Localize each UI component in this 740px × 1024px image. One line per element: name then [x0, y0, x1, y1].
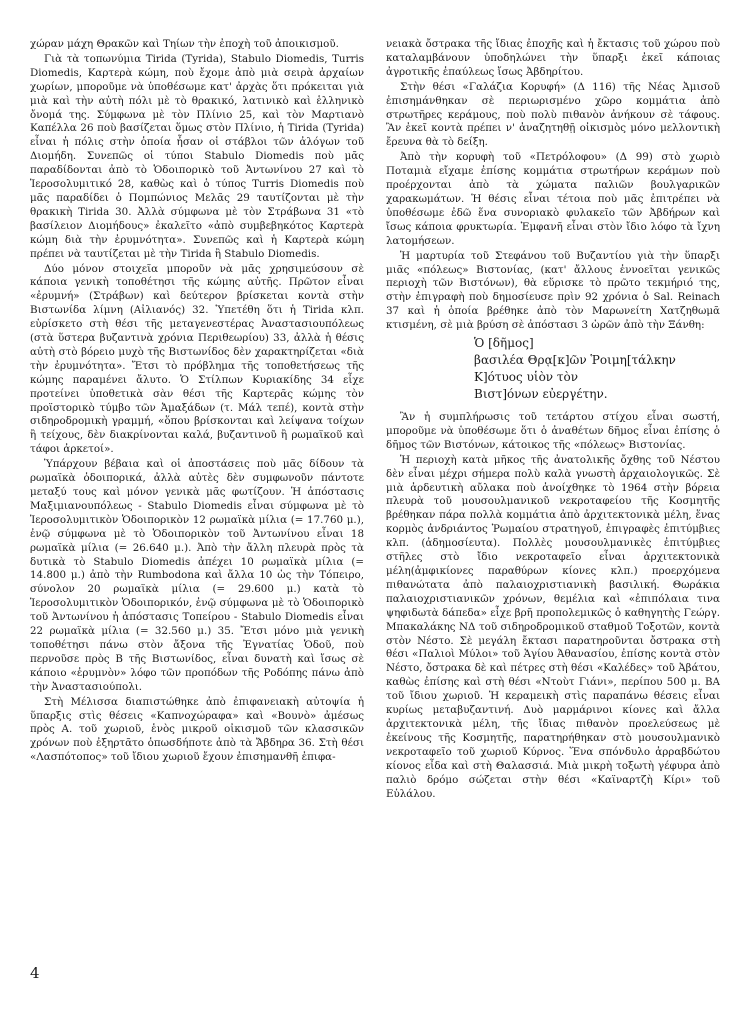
paragraph: Γιὰ τὰ τοπωνύμια Tirida (Tyrida), Stabulo Diomedis, Turris Diomedis, Καρτερὰ κώμη, ποὺ ἔχομε ἀπὸ μιὰ σειρὰ ἀρχαίων χωρίων, μποροῦμε νὰ ὑποθέσωμε κατ' ἀρχὰς ὅτι πρόκειται γιὰ μιὰ καὶ τὴν αὐτὴ πόλι μὲ τὸ θρακικό, λατινικὸ καὶ ἑλληνικὸ ὄνομά της. Σύμφωνα μὲ τὸν Πλίνιο 25, καὶ τὸν Μαρτιανὸ Καπέλλα 26 ποὺ βασίζεται ὅμως στὸν Πλίνιο, ἡ Tirida (Tyrida) εἶναι ἡ πόλις στὴν ὁποία ἦσαν οἱ στάβλοι τῶν ἀλόγων τοῦ Διομήδη. Συνεπῶς οἱ τύποι Stabulo Diomedis ποὺ μᾶς παραδίδονται ἀπὸ τὸ Ὁδοιπορικὸ τοῦ Ἀντωνίνου 27 καὶ τὸ Ἱεροσολυμιτικό 28, καθὼς καὶ ὁ τύπος Turris Diomedis ποὺ μᾶς παραδίδει ὁ Πομπώνιος Μελᾶς 29 ταυτίζονται μὲ τὴν θρακικὴ Tirida 30. Ἀλλὰ σύμφωνα μὲ τὸν Στράβωνα 31 «τὸ βασίλειον Διομήδους» ἐκαλεῖτο «ἀπὸ συμβεβηκότος Καρτερὰ κώμη διὰ τὴν ἐρυμνότητα». Συνεπῶς καὶ ἡ Καρτερὰ κώμη πρέπει νὰ ταυτίζεται μὲ τὴν Tirida ἢ Stabulo Diomedis. [30, 52, 364, 260]
paragraph: Ἡ περιοχὴ κατὰ μῆκος τῆς ἀνατολικῆς ὄχθης τοῦ Νέστου δὲν εἶναι μέχρι σήμερα πολὺ καλὰ γνωστὴ ἀρχαιολογικῶς. Σὲ μιὰ ἀρδευτικὴ αὔλακα ποὺ ἀνοίχθηκε τὸ 1964 στὴν βόρεια πλευρὰ τοῦ μουσουλμανικοῦ νεκροταφείου τῆς Κοσμητῆς βρέθηκαν πάρα πολλὰ κομμάτια ἀπὸ ἀρχιτεκτονικὰ μέλη, ἕνας κορμὸς ἀνδριάντος Ῥωμαίου στρατηγοῦ, ἐπιγραφὲς ἐπιτύμβιες κλπ. (ἀδημοσίευτα). Πολλὲς μουσουλμανικὲς ἐπιτύμβιες στῆλες στὸ ἴδιο νεκροταφεῖο εἶναι ἀρχιτεκτονικὰ μέλη(ἀμφικίονες παραθύρων κίονες κλπ.) προερχόμενα πιθανώτατα ἀπὸ παλαιοχριστιανικὴ βασιλική. Θωράκια παλαιοχριστιανικῶν χρόνων, θεμέλια καὶ «ἐπιπόλαια τινα ψηφιδωτὰ δάπεδα» εἶχε βρῆ προπολεμικῶς ὁ καθηγητὴς Γεώργ. Μπακαλάκης ΝΔ τοῦ σιδηροδρομικοῦ σταθμοῦ Τοξοτῶν, κοντὰ στὸν Νέστο. Σὲ μεγάλη ἔκτασι παρατηροῦνται ὄστρακα στὴ θέσι «Παλιοὶ Μύλοι» τοῦ Ἁγίου Ἀθανασίου, ἐπίσης κοντὰ στὸν Νέστο, ὄστρακα δὲ καὶ πέτρες στὴ θέσι «Καλέδες» τοῦ Ἀβάτου, καθὼς ἐπίσης καὶ στὴ θέσι «Ντοὺτ Γιάνι», περίπου 500 μ. ΒΑ τοῦ ἴδιου χωριοῦ. Ἡ κεραμεικὴ στὶς παραπάνω θέσεις εἶναι κυρίως μεταβυζαντινή. Δυὸ μαρμάρινοι κίονες καὶ ἄλλα ἀρχιτεκτονικὰ μέλη, τῆς ἴδιας πιθανὸν προελεύσεως μὲ ἐκείνους τῆς Κοσμητῆς, παρατηρήθηκαν στὸ μουσουλμανικὸ νεκροταφεῖο τοῦ χωριοῦ Κύρνος. Ἕνα σπόνδυλο ἀρραβδώτου κίονος εἶδα καὶ στὴ Θαλασσιά. Μιὰ μικρὴ τοξωτὴ γέφυρα ἀπὸ παλιὸ δρόμο σώζεται στὴν θέσι «Καϊναρτζὴ Κίρι» τοῦ Εὐλάλου. [386, 453, 720, 800]
paragraph: χώραν μάχη Θρακῶν καὶ Τηίων τὴν ἐποχὴ τοῦ ἀποικισμοῦ. [30, 38, 339, 50]
page-body [30, 38, 720, 958]
paragraph: Ἂν ἡ συμπλήρωσις τοῦ τετάρτου στίχου εἶναι σωστή, μποροῦμε νὰ ὑποθέσωμε ὅτι ὁ ἀναθέτων δῆμος εἶναι ἐπίσης ὁ δῆμος τῶν Βιστόνων, κάτοικος τῆς «πόλεως» Βιστονίας. [386, 411, 720, 451]
page-number: 4 [30, 964, 40, 982]
inscription-line: βασιλέα Θρᾳ[κ]ῶν Ῥοιμη[τάλκην [474, 353, 676, 368]
inscription [474, 335, 720, 403]
inscription-line: Ὁ [δῆμος] [474, 336, 534, 351]
inscription-line: Κ]ότυος υἱὸν τὸν [474, 370, 579, 385]
paragraph: Ἡ μαρτυρία τοῦ Στεφάνου τοῦ Βυζαντίου γιὰ τὴν ὕπαρξι μιᾶς «πόλεως» Βιστονίας, (κατ' ἄλλους ἐννοεῖται γενικῶς περιοχὴ τῶν Βιστόνων), θὰ εὕρισκε τὸ πρῶτο τεκμήριό της, στὴν ἐπιγραφὴ ποὺ δημοσίευσε πρὶν 92 χρόνια ὁ Sal. Reinach 37 καὶ ἡ ὁποία βρέθηκε ἀπὸ τὸν Μαρωνείτη Χατζηθωμᾶ κτισμένη, σὲ μιὰ βρύση σὲ ἀπόστασι 3 ὡρῶν ἀπὸ τὴν Ξάνθη: [386, 249, 720, 332]
paragraph: Στὴ Μέλισσα διαπιστώθηκε ἀπὸ ἐπιφανειακὴ αὐτοψία ἡ ὕπαρξις στὶς θέσεις «Καπνοχώραφα» καὶ «Βουνὸ» ἀμέσως πρὸς Α. τοῦ χωριοῦ, ἑνὸς μικροῦ οἰκισμοῦ τῶν κλασσικῶν χρόνων ποὺ ἐξηρτᾶτο ὁπωσδήποτε ἀπὸ τὰ Ἄβδηρα 36. Στὴ θέσι «Λασπότοπος» τοῦ ἴδιου χωριοῦ ἔχουν ἐπισημανθῆ ἐπιφα- [30, 695, 364, 764]
paragraph: Στὴν θέσι «Γαλάζια Κορυφή» (Δ 116) τῆς Νέας Ἀμισοῦ ἐπισημάνθηκαν σὲ περιωρισμένο χῶρο κομμάτια ἀπὸ στρωτῆρες κεράμους, ποὺ πολὺ πιθανὸν ἀνήκουν σὲ τάφους. Ἂν ἐκεῖ κοντὰ πρέπει ν' ἀναζητηθῇ οἰκισμὸς μόνο μελλοντικὴ ἔρευνα θὰ τὸ δείξη. [386, 80, 720, 149]
paragraph: Δύο μόνον στοιχεῖα μποροῦν νὰ μᾶς χρησιμεύσουν σὲ κάποια γενικὴ τοποθέτησι τῆς κώμης αὐτῆς. Πρῶτον εἶναι «ἐρυμνή» (Στράβων) καὶ δεύτερον βρίσκεται κοντὰ στὴν Βιστωνίδα λίμνη (Αἰλιανός) 32. Ὑπετέθη ὅτι ἡ Tirida κλπ. εὑρίσκετο στὴ θέσι τῆς μεταγενεστέρας Ἀναστασιουπόλεως (στὰ ὕστερα βυζαντινὰ χρόνια Περιθεωρίου) 33, ἀλλὰ ἡ θέσις αὐτὴ στὸ βόρειο μυχὸ τῆς Βιστωνίδος δὲν χαρακτηρίζεται «διὰ τὴν ἐρυμνότητα». Ἔτσι τὸ πρόβλημα τῆς τοποθετήσεως τῆς κώμης παραμένει ἄλυτο. Ὁ Στίλπων Κυριακίδης 34 εἶχε προτείνει ὑποθετικὰ σὰν θέσι τῆς Καρτερᾶς κώμης τὸν προϊστορικὸ τύμβο τῶν Ἀμαξάδων (τ. Μάλ τεπέ), κοντὰ στὴν σιδηροδρομικὴ γραμμή, «ὅπου βρίσκονται καὶ λείψανα τοίχων ἢ τείχους, δὲν διακρίνονται καλά, βυζαντινοῦ ἢ ρωμαϊκοῦ καὶ τάφοι ἀρκετοί». [30, 262, 364, 456]
inscription-line: Βιστ]όνων εὐεργέτην. [474, 387, 608, 402]
paragraph: Ἀπὸ τὴν κορυφὴ τοῦ «Πετρόλοφου» (Δ 99) στὸ χωριὸ Ποταμιὰ εἴχαμε ἐπίσης κομμάτια στρωτήρων κεράμων ποὺ προέρχονται ἀπὸ τὰ χώματα παλιῶν βουλγαρικῶν χαρακωμάτων. Ἡ θέσις εἶναι τέτοια ποὺ μᾶς ἐπιτρέπει νὰ ὑποθέσωμε ἐδῶ ἕνα συνοριακὸ φυλακεῖο τῶν Ἀβδήρων καὶ ἴσως κάποια φρυκτωρία. Ἐμφανῆ εἶναι στὸν ἴδιο λόφο τὰ ἴχνη λατομήσεων. [386, 151, 720, 247]
paragraph: Ὑπάρχουν βέβαια καὶ οἱ ἀποστάσεις ποὺ μᾶς δίδουν τὰ ρωμαϊκὰ ὁδοιπορικά, ἀλλὰ αὐτὲς δὲν συμφωνοῦν πάντοτε μεταξύ τους καὶ μόνον γενικὰ μᾶς φωτίζουν. Ἡ ἀπόστασις Μαξιμιανουπόλεως - Stabulo Diomedis εἶναι σύμφωνα μὲ τὸ Ἱεροσολυμιτικὸν Ὁδοιπορικὸν 12 ρωμαϊκὰ μίλια (= 17.760 μ.), ἐνῷ σύμφωνα μὲ τὸ Ὁδοιπορικὸν τοῦ Ἀντωνίνου εἶναι 18 ρωμαϊκὰ μίλια (= 26.640 μ.). Ἀπὸ τὴν ἄλλη πλευρὰ πρὸς τὰ δυτικὰ τὸ Stabulo Diomedis ἀπέχει 10 ρωμαϊκὰ μίλια (= 14.800 μ.) ἀπὸ τὴν Rumbodona καὶ ἄλλα 10 ὡς τὴν Τόπειρο, σύνολον 20 ρωμαϊκὰ μίλια (= 29.600 μ.) κατὰ τὸ Ἱεροσολυμιτικὸν Ὁδοιπορικόν, ἐνῷ σύμφωνα μὲ τὸ Ὁδοιπορικὸ τοῦ Ἀντωνίνου ἡ ἀπόστασις Τοπείρου - Stabulo Diomedis εἶναι 22 ρωμαϊκὰ μίλια (= 32.560 μ.) 35. Ἔτσι μόνο μιὰ γενικὴ τοποθέτησι πάνω στὸν ἄξονα τῆς Ἐγνατίας Ὁδοῦ, ποὺ περνοῦσε πρὸς Β τῆς Βιστωνίδος, εἶναι δυνατὴ καὶ ἴσως σὲ κάποιο «ἐρυμνὸν» λόφο τῶν προπόδων τῆς Ροδόπης πάνω ἀπὸ τὴν Ἀναστασιούπολι. [30, 458, 364, 693]
left-column [30, 38, 364, 958]
right-column [386, 38, 720, 958]
paragraph: νειακὰ ὄστρακα τῆς ἴδιας ἐποχῆς καὶ ἡ ἔκτασις τοῦ χώρου ποὺ καταλαμβάνουν ὑποδηλώνει τὴν ὕπαρξι ἐκεῖ κάποιας ἀγροτικῆς ἐπαύλεως ἴσως Ἀβδηρίτου. [386, 38, 720, 78]
